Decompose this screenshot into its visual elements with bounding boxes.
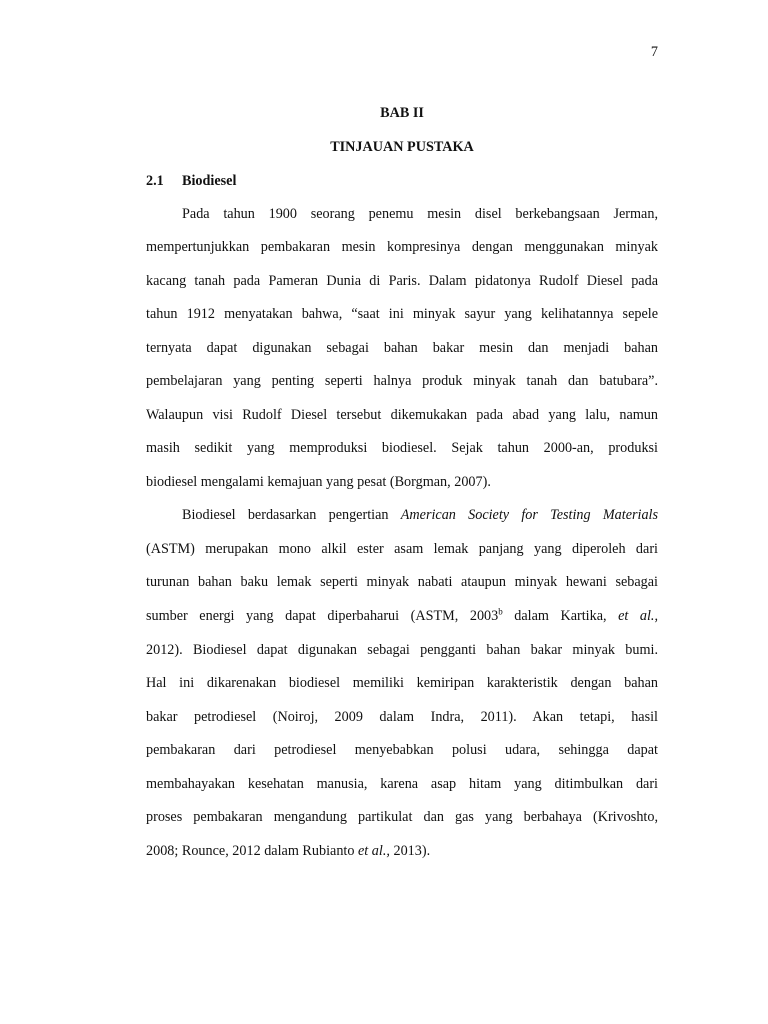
paragraph-1-line: tahun 1912 menyatakan bahwa, “saat ini minyak sayur yang kelihatannya sepele [146,306,658,322]
paragraph-2-line: membahayakan kesehatan manusia, karena asap hitam yang ditimbulkan dari [146,776,658,792]
paragraph-1-line: masih sedikit yang memproduksi biodiesel. Sejak tahun 2000-an, produksi [146,440,658,456]
paragraph-1-line: kacang tanah pada Pameran Dunia di Paris. Dalam pidatonya Rudolf Diesel pada [146,273,658,289]
paragraph-1-line: ternyata dapat digunakan sebagai bahan bakar mesin dan menjadi bahan [146,340,658,356]
paragraph-2-line: pembakaran dari petrodiesel menyebabkan polusi udara, sehingga dapat [146,742,658,758]
italic-term: et al., [358,843,390,859]
superscript: b [498,606,503,617]
paragraph-1-line: biodiesel mengalami kemajuan yang pesat (Borgman, 2007). [146,474,491,490]
section-number: 2.1 [146,173,164,189]
paragraph-2-line: bakar petrodiesel (Noiroj, 2009 dalam Indra, 2011). Akan tetapi, hasil [146,709,658,725]
italic-term: et al., [618,608,659,624]
chapter-title: TINJAUAN PUSTAKA [330,139,474,155]
italic-term: American Society for Testing Materials [400,507,659,523]
paragraph-1-line: mempertunjukkan pembakaran mesin kompresinya dengan menggunakan minyak [146,239,658,255]
text-span: sumber energi yang dapat diperbaharui (ASTM, 2003 [146,608,499,624]
paragraph-2-line [146,841,658,861]
paragraph-2-line: 2012). Biodiesel dapat digunakan sebagai pengganti bahan bakar minyak bumi. [146,642,658,658]
text-span: Biodiesel berdasarkan pengertian [182,507,389,523]
paragraph-2-line: Hal ini dikarenakan biodiesel memiliki kemiripan karakteristik dengan bahan [146,675,658,691]
paragraph-2-line [146,606,658,626]
paragraph-1-line: Walaupun visi Rudolf Diesel tersebut dikemukakan pada abad yang lalu, namun [146,407,658,423]
page-number: 7 [650,44,658,60]
text-span: dalam Kartika, [502,608,607,624]
text-span: 2013). [389,843,431,859]
section-title: Biodiesel [182,173,237,189]
paragraph-1-line: Pada tahun 1900 seorang penemu mesin disel berkebangsaan Jerman, [182,206,658,222]
text-span: 2008; Rounce, 2012 dalam Rubianto [146,843,355,859]
paragraph-2-line: (ASTM) merupakan mono alkil ester asam lemak panjang yang diperoleh dari [146,541,658,557]
paragraph-1-line: pembelajaran yang penting seperti halnya produk minyak tanah dan batubara”. [146,373,658,389]
chapter-heading: BAB II [380,105,424,121]
paragraph-2-line [182,505,658,525]
paragraph-2-line: proses pembakaran mengandung partikulat dan gas yang berbahaya (Krivoshto, [146,809,658,825]
paragraph-2-line: turunan bahan baku lemak seperti minyak nabati ataupun minyak hewani sebagai [146,574,658,590]
